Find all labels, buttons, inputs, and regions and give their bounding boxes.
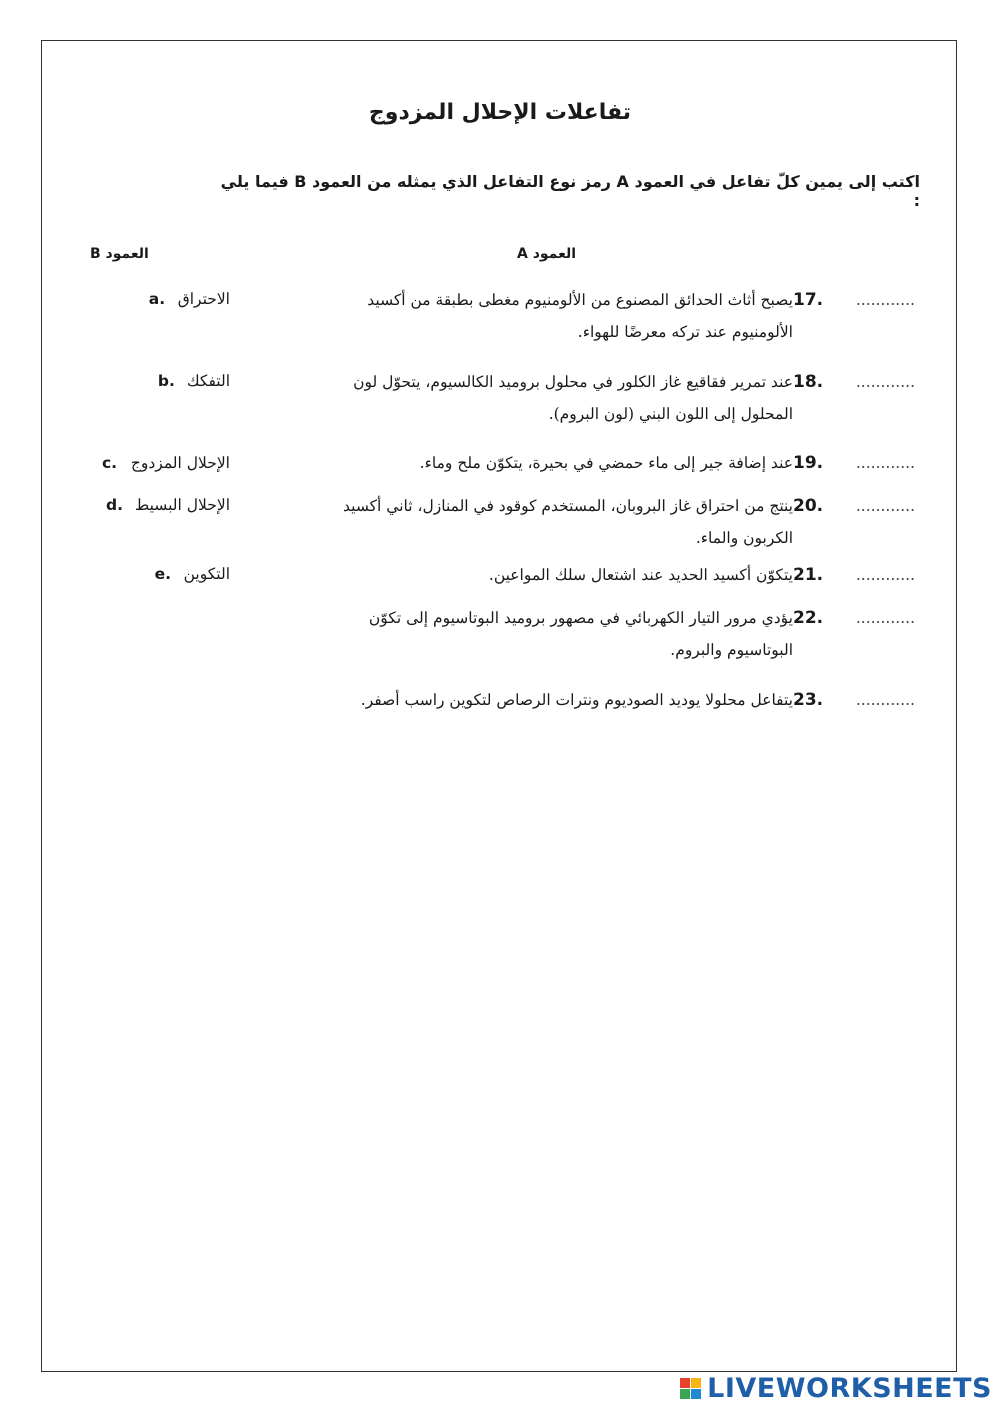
question-number: 22. <box>793 608 824 628</box>
question-item <box>285 559 915 591</box>
question-item <box>285 684 915 716</box>
column-a-header: العمود A <box>517 246 577 262</box>
liveworksheets-logo-icon <box>679 1377 701 1399</box>
question-text: عند تمرير فقاقيع غاز الكلور في محلول بروميد الكالسيوم، يتحوّل لون المحلول إلى اللون البني (لون البروم). <box>353 373 793 423</box>
option-text: التفكك <box>186 372 230 390</box>
option-item <box>60 448 230 478</box>
answer-blank[interactable]: ............ <box>855 373 915 391</box>
question-item <box>285 447 915 479</box>
question-item <box>285 366 915 430</box>
question-text: يتفاعل محلولا يوديد الصوديوم ونترات الرصاص لتكوين راسب أصفر. <box>360 691 793 709</box>
option-letter: b. <box>157 372 175 390</box>
question-text: يؤدي مرور التيار الكهربائي في مصهور بروميد البوتاسيوم إلى تكوّن البوتاسيوم والبروم. <box>368 609 793 659</box>
column-b-header: العمود B <box>90 246 149 262</box>
question-number: 19. <box>793 453 824 473</box>
answer-blank[interactable]: ............ <box>855 454 915 472</box>
option-text: الاحتراق <box>177 290 230 308</box>
question-text: عند إضافة جير إلى ماء حمضي في بحيرة، يتكوّن ملح وماء. <box>419 454 793 472</box>
question-number: 20. <box>793 496 824 516</box>
option-text: الإحلال البسيط <box>134 496 230 514</box>
option-text: التكوين <box>183 565 230 583</box>
answer-blank[interactable]: ............ <box>855 497 915 515</box>
option-letter: d. <box>105 496 123 514</box>
question-number: 18. <box>793 372 824 392</box>
question-text: يتكوّن أكسيد الحديد عند اشتعال سلك المواعين. <box>488 566 793 584</box>
question-number: 17. <box>793 290 824 310</box>
answer-blank[interactable]: ............ <box>855 691 915 709</box>
question-number: 21. <box>793 565 824 585</box>
worksheet-title: تفاعلات الإحلال المزدوج <box>368 100 632 125</box>
question-text: ينتج من احتراق غاز البروبان، المستخدم كوقود في المنازل، ثاني أكسيد الكربون والماء. <box>343 497 793 547</box>
option-text: الإحلال المزدوج <box>130 454 230 472</box>
option-item <box>60 284 230 314</box>
logo-square <box>680 1389 690 1399</box>
answer-blank[interactable]: ............ <box>855 609 915 627</box>
option-item <box>60 366 230 396</box>
question-item <box>285 602 915 666</box>
question-item <box>285 284 915 348</box>
liveworksheets-footer <box>679 1373 992 1403</box>
option-item <box>60 490 230 520</box>
logo-square <box>680 1378 690 1388</box>
question-item <box>285 490 915 554</box>
question-number: 23. <box>793 690 824 710</box>
option-item <box>60 559 230 589</box>
answer-blank[interactable]: ............ <box>855 291 915 309</box>
option-letter: e. <box>154 565 172 583</box>
option-letter: a. <box>148 290 166 308</box>
logo-square <box>691 1389 701 1399</box>
option-letter: c. <box>101 454 118 472</box>
liveworksheets-brand: LIVEWORKSHEETS <box>707 1372 992 1404</box>
logo-square <box>691 1378 701 1388</box>
answer-blank[interactable]: ............ <box>855 566 915 584</box>
question-text: يصبح أثاث الحدائق المصنوع من الألومنيوم مغطى بطبقة من أكسيد الألومنيوم عند تركه معرضًا للهواء. <box>367 291 793 341</box>
instruction-text: اكتب إلى يمين كلّ تفاعل في العمود A رمز نوع التفاعل الذي يمثله من العمود B فيما يلي : <box>220 172 920 210</box>
